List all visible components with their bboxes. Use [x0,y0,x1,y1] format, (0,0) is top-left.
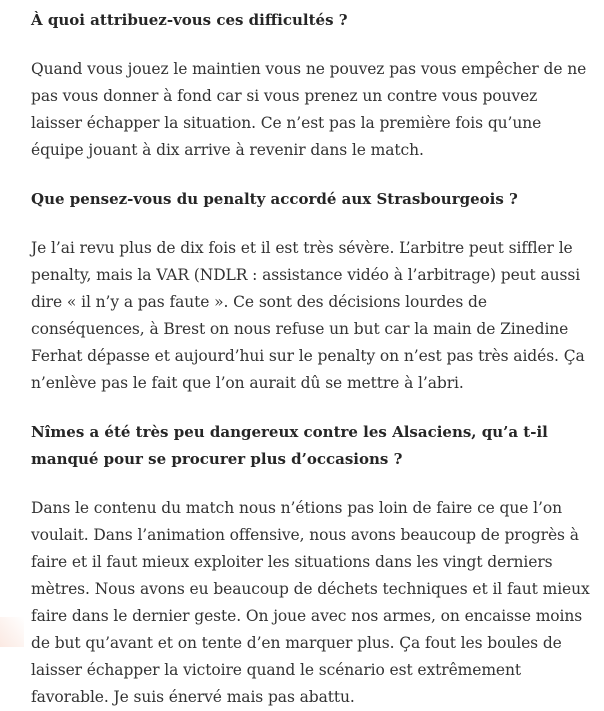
interview-question-2: Que pensez-vous du penalty accordé aux Strasbourgeois ? [31,190,518,208]
interview-question-1: À quoi attribuez-vous ces difficultés ? [31,11,348,29]
interview-answer-2: Je l’ai revu plus de dix fois et il est très sévère. L’arbitre peut siffler le penalty, mais la VAR (NDLR : assistance vidéo à l’arbitrage) peut aussi dire « il n’y a pas faute ». Ce sont des décisions lourdes de conséquences, à Brest on nous refuse un but car la main de Zinedine Ferhat dépasse et aujourd’hui sur le penalty on n’est pas très aidés. Ça n’enlève pas le fait que l’on aurait dû se mettre à l’abri. [31,239,585,392]
interview-answer-3: Dans le contenu du match nous n’étions pas loin de faire ce que l’on voulait. Dans l’animation offensive, nous avons beaucoup de progrès à faire et il faut mieux exploiter les situations dans les vingt derniers mètres. Nous avons eu beaucoup de déchets techniques et il faut mieux faire dans le dernier geste. On joue avec nos armes, on encaisse moins de but qu’avant et on tente d’en marquer plus. Ça fout les boules de laisser échapper la victoire quand le scénario est extrêmement favorable. Je suis énervé mais pas abattu. [31,499,590,706]
article-body [31,0,591,711]
corner-fade-decoration [0,617,24,647]
interview-question-3: Nîmes a été très peu dangereux contre les Alsaciens, qu’a t-il manqué pour se procurer plus d’occasions ? [31,423,548,468]
interview-answer-1: Quand vous jouez le maintien vous ne pouvez pas vous empêcher de ne pas vous donner à fond car si vous prenez un contre vous pouvez laisser échapper la situation. Ce n’est pas la première fois qu’une équipe jouant à dix arrive à revenir dans le match. [31,60,587,159]
